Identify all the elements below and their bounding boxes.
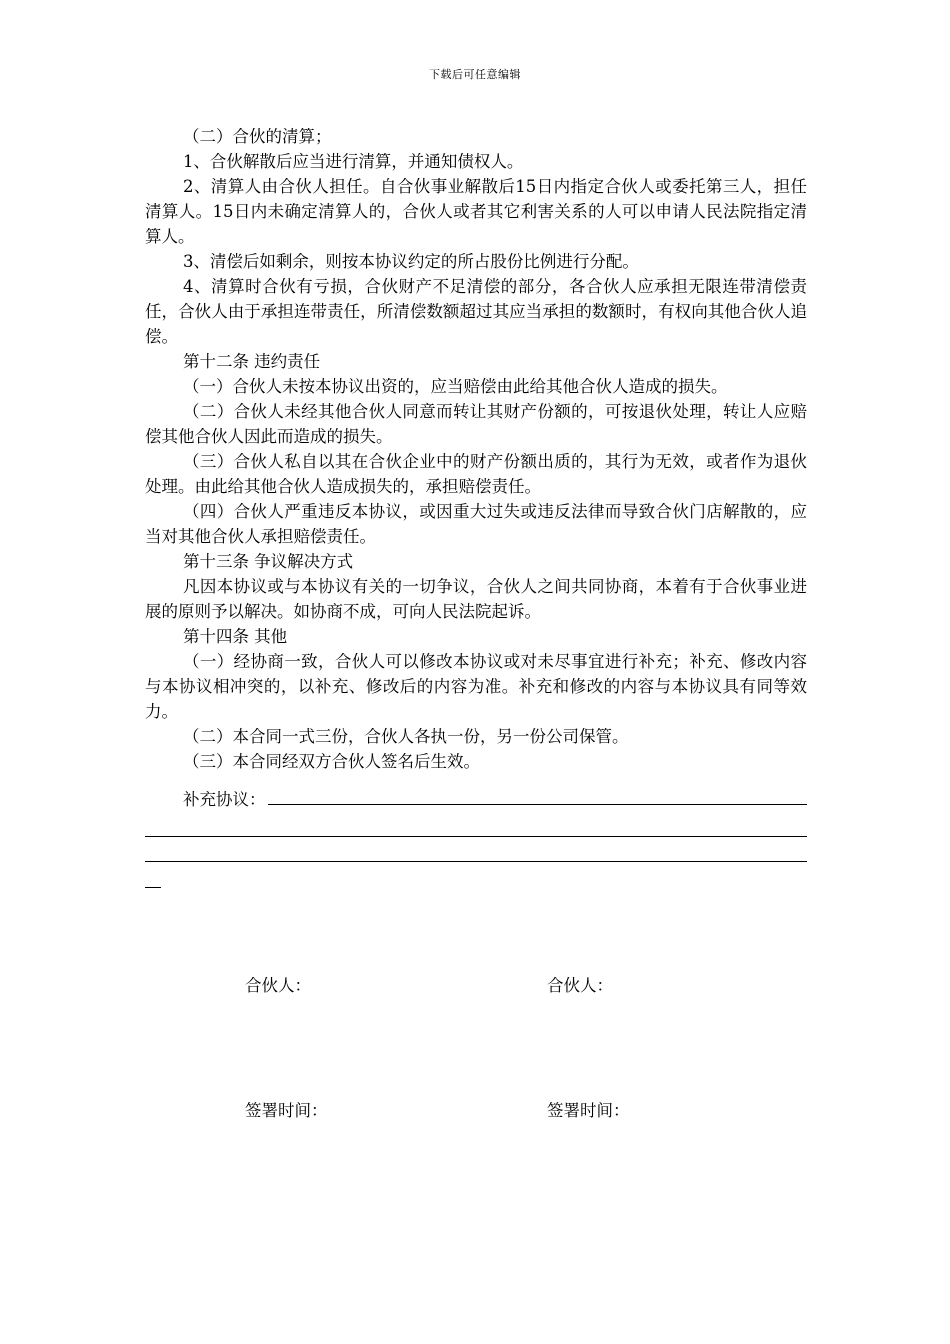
paragraph: （三）本合同经双方合伙人签名后生效。: [182, 752, 480, 771]
paragraph: 第十三条 争议解决方式: [182, 552, 354, 571]
supplement-block: [145, 787, 807, 888]
paragraph: （二）合伙的清算；: [182, 127, 332, 146]
partner-left-label: 合伙人：: [245, 976, 311, 995]
paragraph: 2、清算人由合伙人担任。自合伙事业解散后15日内指定合伙人或委托第三人，担任清算人。15日内未确定清算人的，合伙人或者其它利害关系的人可以申请人民法院指定清算人。: [145, 177, 807, 246]
paragraph: （二）合伙人未经其他合伙人同意而转让其财产份额的，可按退伙处理，转让人应赔偿其他合伙人因此而造成的损失。: [145, 402, 807, 446]
sign-date-right-label: 签署时间：: [547, 1101, 630, 1120]
paragraph: 4、清算时合伙有亏损，合伙财产不足清偿的部分，各合伙人应承担无限连带清偿责任，合伙人由于承担连带责任，所清偿数额超过其应当承担的数额时，有权向其他合伙人追偿。: [145, 277, 807, 346]
supplement-first-line: [145, 787, 807, 812]
paragraph: （一）合伙人未按本协议出资的，应当赔偿由此给其他合伙人造成的损失。: [182, 377, 728, 396]
supplement-blank-line-end: [145, 869, 161, 888]
sign-date-left-label: 签署时间：: [245, 1101, 328, 1120]
paragraph: 1、合伙解散后应当进行清算，并通知债权人。: [182, 152, 524, 171]
page-header: 下载后可任意编辑: [429, 68, 521, 81]
paragraph: 第十四条 其他: [182, 627, 288, 646]
document-body: [145, 124, 807, 888]
supplement-label: 补充协议：: [183, 790, 266, 809]
paragraph: （一）经协商一致，合伙人可以修改本协议或对未尽事宜进行补充；补充、修改内容与本协议相冲突的，以补充、修改后的内容为准。补充和修改的内容与本协议具有同等效力。: [145, 652, 807, 721]
paragraph: 第十二条 违约责任: [182, 352, 321, 371]
supplement-blank-line: [268, 787, 808, 805]
paragraph: 凡因本协议或与本协议有关的一切争议，合伙人之间共同协商，本着有于合伙事业进展的原则予以解决。如协商不成，可向人民法院起诉。: [145, 577, 807, 621]
paragraph: 3、清偿后如剩余，则按本协议约定的所占股份比例进行分配。: [182, 252, 639, 271]
paragraph-list: [145, 124, 807, 774]
supplement-blank-line: [145, 844, 807, 862]
paragraph: （三）合伙人私自以其在合伙企业中的财产份额出质的，其行为无效，或者作为退伙处理。由此给其他合伙人造成损失的，承担赔偿责任。: [145, 452, 807, 496]
paragraph: （二）本合同一式三份，合伙人各执一份，另一份公司保管。: [182, 727, 629, 746]
paragraph: （四）合伙人严重违反本协议，或因重大过失或违反法律而导致合伙门店解散的，应当对其他合伙人承担赔偿责任。: [145, 502, 807, 546]
supplement-blank-line: [145, 819, 807, 837]
partner-right-label: 合伙人：: [547, 976, 613, 995]
